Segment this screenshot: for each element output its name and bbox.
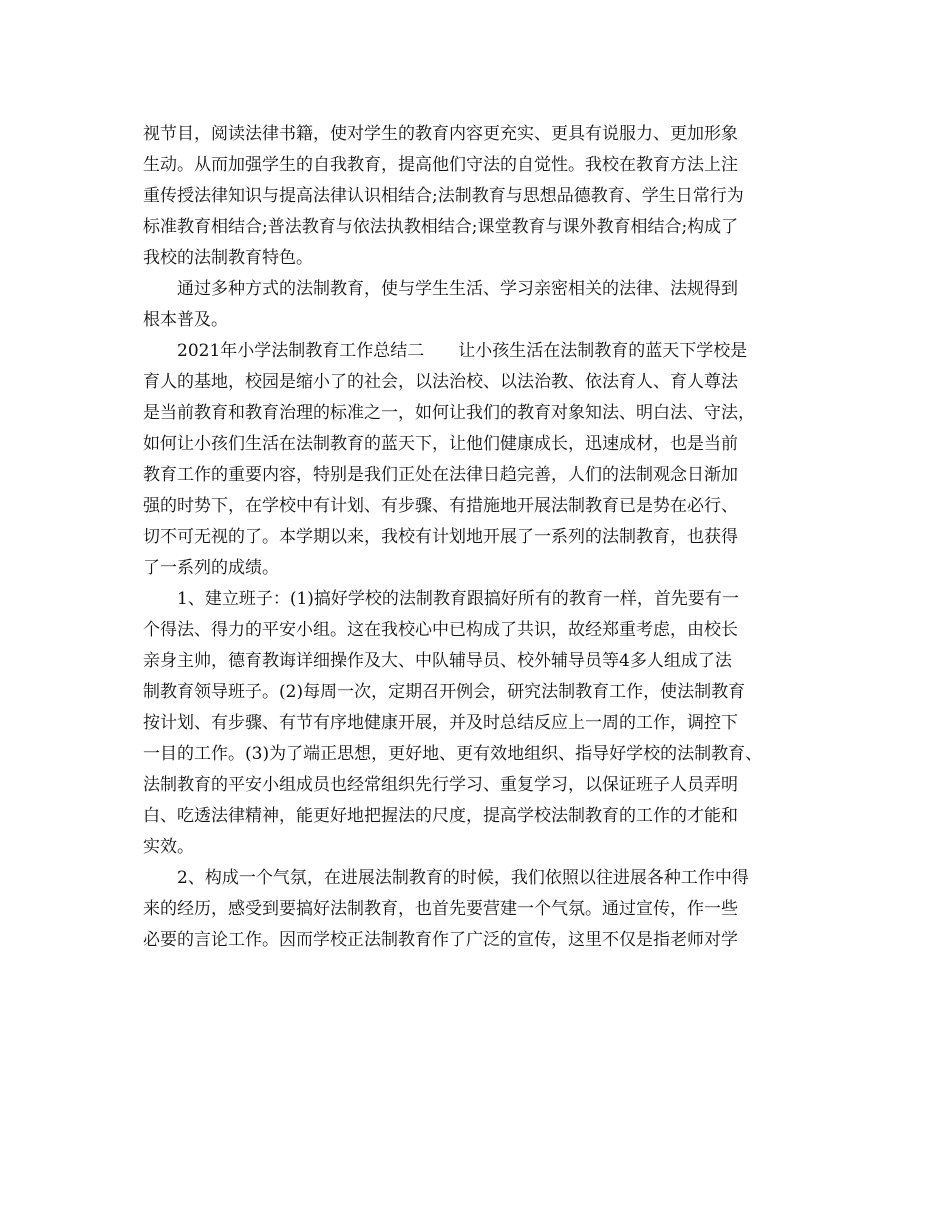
text-line: 2021年小学法制教育工作总结二 让小孩生活在法制教育的蓝天下学校是	[143, 341, 748, 361]
text-line: 2、构成一个气氛，在进展法制教育的时候，我们依照以往进展各种工作中得	[143, 868, 749, 888]
document-body	[143, 119, 823, 956]
text-line: 了一系列的成绩。	[143, 558, 279, 578]
text-line: 制教育领导班子。(2)每周一次，定期召开例会，研究法制教育工作，使法制教育	[143, 682, 746, 702]
text-line: 育人的基地，校园是缩小了的社会，以法治校、以法治教、依法育人、育人尊法	[143, 372, 738, 392]
text-line: 视节目，阅读法律书籍，使对学生的教育内容更充实、更具有说服力、更加形象	[143, 124, 738, 144]
text-line: 通过多种方式的法制教育，使与学生生活、学习亲密相关的法律、法规得到	[143, 279, 738, 299]
text-line: 标准教育相结合;普法教育与依法执教相结合;课堂教育与课外教育相结合;构成了	[143, 217, 739, 237]
text-line: 一目的工作。(3)为了端正思想，更好地、更有效地组织、指导好学校的法制教育、	[143, 744, 763, 764]
text-line: 是当前教育和教育治理的标准之一，如何让我们的教育对象知法、明白法、守法，	[143, 403, 755, 423]
text-line: 按计划、有步骤、有节有序地健康开展，并及时总结反应上一周的工作，调控下	[143, 713, 738, 733]
text-line: 实效。	[143, 837, 194, 857]
text-line: 我校的法制教育特色。	[143, 248, 313, 268]
text-line: 如何让小孩们生活在法制教育的蓝天下，让他们健康成长，迅速成材，也是当前	[143, 434, 738, 454]
text-line: 来的经历，感受到要搞好法制教育，也首先要营建一个气氛。通过宣传，作一些	[143, 899, 738, 919]
text-line: 重传授法律知识与提高法律认识相结合;法制教育与思想品德教育、学生日常行为	[143, 186, 744, 206]
text-line: 生动。从而加强学生的自我教育，提高他们守法的自觉性。我校在教育方法上注	[143, 155, 738, 175]
text-line: 亲身主帅，德育教诲详细操作及大、中队辅导员、校外辅导员等4多人组成了法	[143, 651, 732, 671]
text-line: 教育工作的重要内容，特别是我们正处在法律日趋完善，人们的法制观念日渐加	[143, 465, 738, 485]
text-line: 根本普及。	[143, 310, 228, 330]
text-line: 1、建立班子：(1)搞好学校的法制教育跟搞好所有的教育一样，首先要有一	[143, 589, 739, 609]
text-line: 法制教育的平安小组成员也经常组织先行学习、重复学习，以保证班子人员弄明	[143, 775, 738, 795]
text-line: 必要的言论工作。因而学校正法制教育作了广泛的宣传，这里不仅是指老师对学	[143, 930, 738, 950]
text-line: 白、吃透法律精神，能更好地把握法的尺度，提高学校法制教育的工作的才能和	[143, 806, 738, 826]
text-line: 强的时势下，在学校中有计划、有步骤、有措施地开展法制教育已是势在必行、	[143, 496, 738, 516]
text-line: 个得法、得力的平安小组。这在我校心中已构成了共识，故经郑重考虑，由校长	[143, 620, 738, 640]
text-line: 切不可无视的了。本学期以来，我校有计划地开展了一系列的法制教育，也获得	[143, 527, 738, 547]
